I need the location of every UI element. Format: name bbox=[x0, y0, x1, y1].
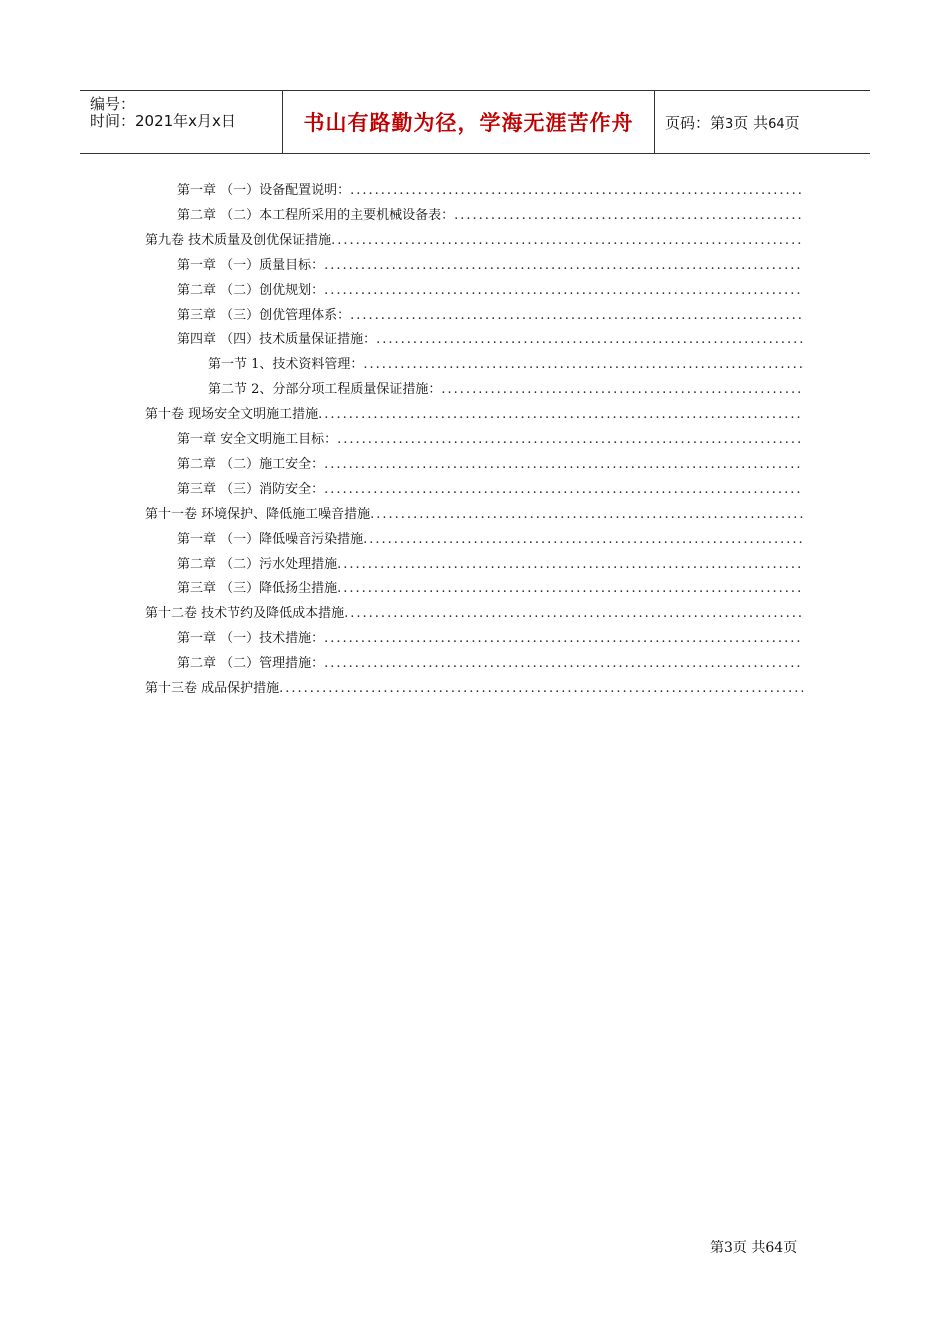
document-time-label: 时间：2021年x月x日 bbox=[90, 112, 236, 130]
toc-entry[interactable] bbox=[208, 354, 803, 376]
toc-entry-title: 第三章 （三）降低扬尘措施 bbox=[177, 581, 338, 596]
toc-leader-dots bbox=[324, 653, 803, 675]
toc-leader-dots bbox=[337, 554, 803, 576]
toc-entry[interactable] bbox=[177, 329, 803, 351]
toc-entry[interactable] bbox=[177, 180, 803, 202]
toc-entry-title: 第二章 （二）创优规划： bbox=[177, 283, 325, 298]
page-header bbox=[80, 90, 870, 154]
toc-leader-dots bbox=[350, 180, 803, 202]
toc-entry-title: 第一章 （一）质量目标： bbox=[177, 258, 325, 273]
toc-entry[interactable] bbox=[177, 205, 803, 227]
toc-leader-dots bbox=[324, 628, 803, 650]
toc-entry[interactable] bbox=[177, 554, 803, 576]
toc-leader-dots bbox=[454, 205, 803, 227]
toc-entry-title: 第二节 2、分部分项工程质量保证措施： bbox=[208, 382, 442, 397]
toc-entry-title: 第一章 （一）技术措施： bbox=[177, 631, 325, 646]
toc-entry-title: 第一节 1、技术资料管理： bbox=[208, 357, 364, 372]
toc-entry[interactable] bbox=[145, 230, 803, 252]
header-info-cell bbox=[80, 91, 283, 153]
toc-leader-dots bbox=[350, 305, 803, 327]
header-page-number: 页码：第3页 共64页 bbox=[665, 113, 800, 132]
page-footer: 第3页 共64页 bbox=[710, 1240, 798, 1256]
toc-entry[interactable] bbox=[177, 479, 803, 501]
toc-leader-dots bbox=[370, 504, 803, 526]
toc-entry[interactable] bbox=[145, 404, 803, 426]
toc-entry[interactable] bbox=[177, 628, 803, 650]
toc-leader-dots bbox=[279, 678, 803, 700]
toc-entry-title: 第十一卷 环境保护、降低施工噪音措施 bbox=[145, 507, 371, 522]
header-slogan-cell bbox=[283, 91, 655, 153]
toc-leader-dots bbox=[324, 280, 803, 302]
toc-entry-title: 第二章 （二）施工安全： bbox=[177, 457, 325, 472]
toc-entry-title: 第十三卷 成品保护措施 bbox=[145, 681, 280, 696]
toc-entry[interactable] bbox=[177, 578, 803, 600]
toc-entry-title: 第三章 （三）创优管理体系： bbox=[177, 308, 351, 323]
toc-entry-title: 第三章 （三）消防安全： bbox=[177, 482, 325, 497]
toc-leader-dots bbox=[337, 578, 803, 600]
toc-entry[interactable] bbox=[177, 454, 803, 476]
toc-leader-dots bbox=[324, 454, 803, 476]
toc-entry-title: 第十卷 现场安全文明施工措施 bbox=[145, 407, 319, 422]
toc-entry[interactable] bbox=[177, 305, 803, 327]
toc-entry[interactable] bbox=[177, 280, 803, 302]
document-code-label: 编号： bbox=[90, 95, 136, 113]
toc-leader-dots bbox=[376, 329, 803, 351]
toc-entry-title: 第四章 （四）技术质量保证措施： bbox=[177, 332, 377, 347]
toc-entry-title: 第一章 安全文明施工目标： bbox=[177, 432, 338, 447]
toc-leader-dots bbox=[318, 404, 803, 426]
toc-entry-title: 第二章 （二）管理措施： bbox=[177, 656, 325, 671]
toc-leader-dots bbox=[324, 479, 803, 501]
toc-leader-dots bbox=[337, 429, 803, 451]
toc-leader-dots bbox=[324, 255, 803, 277]
toc-leader-dots bbox=[363, 354, 803, 376]
toc-entry[interactable] bbox=[145, 504, 803, 526]
toc-entry[interactable] bbox=[177, 255, 803, 277]
header-slogan: 书山有路勤为径，学海无涯苦作舟 bbox=[303, 111, 634, 135]
toc-entry-title: 第二章 （二）污水处理措施 bbox=[177, 557, 338, 572]
header-page-cell bbox=[655, 91, 870, 153]
toc-entry-title: 第九卷 技术质量及创优保证措施 bbox=[145, 233, 332, 248]
toc-entry-title: 第十二卷 技术节约及降低成本措施 bbox=[145, 606, 345, 621]
toc-entry[interactable] bbox=[145, 603, 803, 625]
toc-entry[interactable] bbox=[177, 529, 803, 551]
toc-leader-dots bbox=[363, 529, 803, 551]
toc-entry[interactable] bbox=[177, 429, 803, 451]
toc-entry[interactable] bbox=[177, 653, 803, 675]
toc-entry-title: 第一章 （一）降低噪音污染措施 bbox=[177, 532, 364, 547]
toc-leader-dots bbox=[441, 379, 803, 401]
toc-leader-dots bbox=[344, 603, 803, 625]
toc-entry[interactable] bbox=[145, 678, 803, 700]
toc-leader-dots bbox=[331, 230, 803, 252]
toc-entry[interactable] bbox=[208, 379, 803, 401]
toc-entry-title: 第二章 （二）本工程所采用的主要机械设备表： bbox=[177, 208, 455, 223]
toc-entry-title: 第一章 （一）设备配置说明： bbox=[177, 183, 351, 198]
